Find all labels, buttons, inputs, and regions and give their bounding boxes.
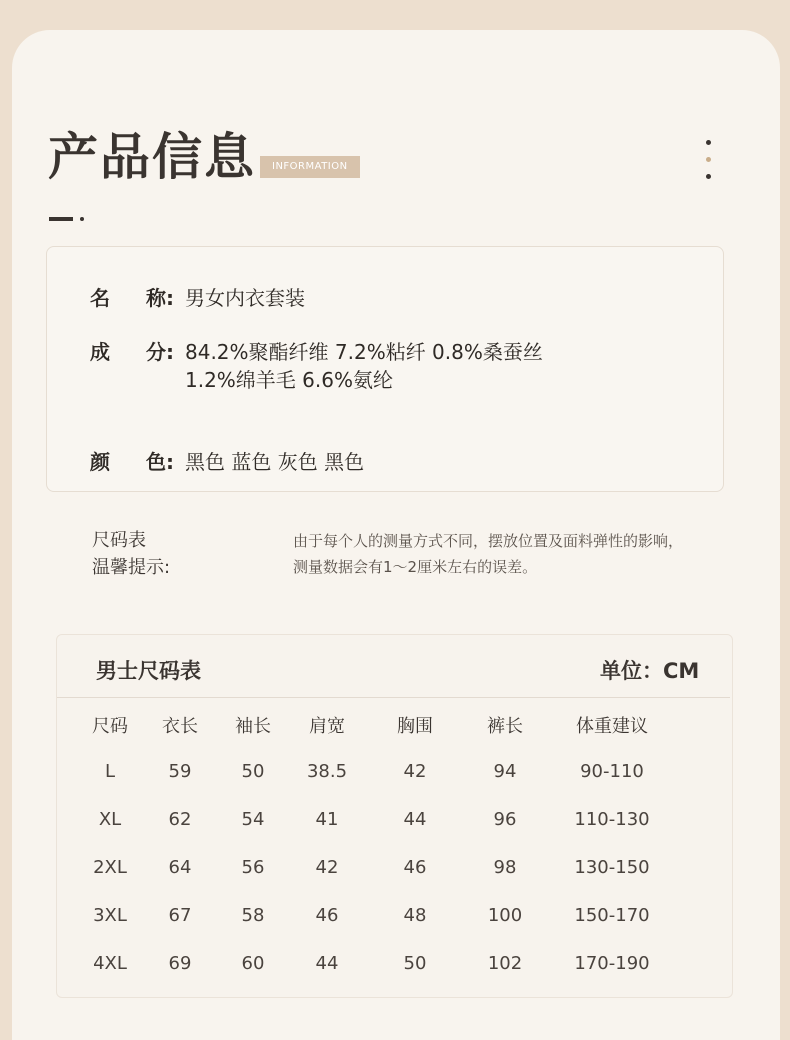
table-header-cell: 衣长	[162, 716, 198, 737]
table-cell: 44	[403, 809, 427, 830]
table-cell: 96	[493, 809, 517, 830]
info-row-color	[90, 446, 690, 476]
size-tips-heading	[92, 527, 170, 581]
table-header-cell: 袖长	[235, 716, 271, 737]
info-label: 颜	[90, 450, 110, 474]
size-tips-text	[293, 528, 683, 580]
table-cell: 42	[403, 761, 427, 782]
info-value-color: 黑色 蓝色 灰色 黑色	[185, 450, 365, 474]
table-cell: 50	[241, 761, 265, 782]
info-label: 称:	[146, 286, 174, 310]
table-cell: 94	[493, 761, 517, 782]
tips-text-line: 由于每个人的测量方式不同，摆放位置及面料弹性的影响，	[293, 532, 684, 550]
table-cell: 46	[403, 857, 427, 878]
tips-text-line: 测量数据会有1～2厘米左右的误差。	[293, 558, 538, 576]
table-cell: 98	[493, 857, 517, 878]
size-table-unit: 单位：CM	[600, 659, 700, 683]
info-value-name: 男女内衣套装	[185, 286, 305, 310]
table-cell: 50	[403, 953, 427, 974]
info-label: 色:	[146, 450, 174, 474]
table-cell: XL	[98, 809, 122, 830]
table-cell: 3XL	[93, 905, 127, 926]
table-cell: 58	[241, 905, 265, 926]
divider	[57, 697, 730, 698]
info-row-composition	[90, 336, 690, 396]
table-cell: 102	[487, 953, 523, 974]
table-cell: 90-110	[580, 761, 644, 782]
information-tag: INFORMATION	[260, 156, 360, 178]
info-label: 分:	[146, 340, 174, 364]
page-title: 产品信息	[48, 128, 256, 186]
table-header-cell: 胸围	[397, 716, 433, 737]
tips-heading-line: 温馨提示:	[92, 557, 171, 578]
table-cell: 64	[168, 857, 192, 878]
table-cell: 38.5	[306, 761, 348, 782]
table-cell: 48	[403, 905, 427, 926]
table-cell: 56	[241, 857, 265, 878]
table-cell: 110-130	[574, 809, 650, 830]
info-value-composition: 84.2%聚酯纤维 7.2%粘纤 0.8%桑蚕丝	[185, 340, 543, 364]
info-row-name	[90, 282, 690, 312]
table-cell: 130-150	[574, 857, 650, 878]
title-underline-dot	[80, 217, 84, 221]
table-cell: 41	[315, 809, 339, 830]
table-cell: 59	[168, 761, 192, 782]
table-cell: 2XL	[93, 857, 127, 878]
more-menu-icon[interactable]	[704, 140, 712, 191]
table-header-cell: 尺码	[92, 716, 128, 737]
table-cell: 67	[168, 905, 192, 926]
table-cell: 44	[315, 953, 339, 974]
table-cell: 54	[241, 809, 265, 830]
size-table-title: 男士尺码表	[96, 659, 201, 683]
table-cell: 100	[487, 905, 523, 926]
title-underline	[49, 217, 73, 221]
table-cell: 46	[315, 905, 339, 926]
table-cell: 62	[168, 809, 192, 830]
info-label: 成	[90, 340, 110, 364]
table-cell: 69	[168, 953, 192, 974]
info-value-composition: 1.2%绵羊毛 6.6%氨纶	[185, 368, 393, 392]
table-cell: 4XL	[93, 953, 127, 974]
table-cell: 150-170	[574, 905, 650, 926]
table-header-cell: 肩宽	[309, 716, 345, 737]
info-label: 名	[90, 286, 110, 310]
table-cell: 42	[315, 857, 339, 878]
table-cell: 60	[241, 953, 265, 974]
table-cell: 170-190	[574, 953, 650, 974]
table-header-cell: 体重建议	[576, 716, 648, 737]
tips-heading-line: 尺码表	[92, 530, 146, 551]
table-cell: L	[104, 761, 116, 782]
table-header-cell: 裤长	[487, 716, 523, 737]
